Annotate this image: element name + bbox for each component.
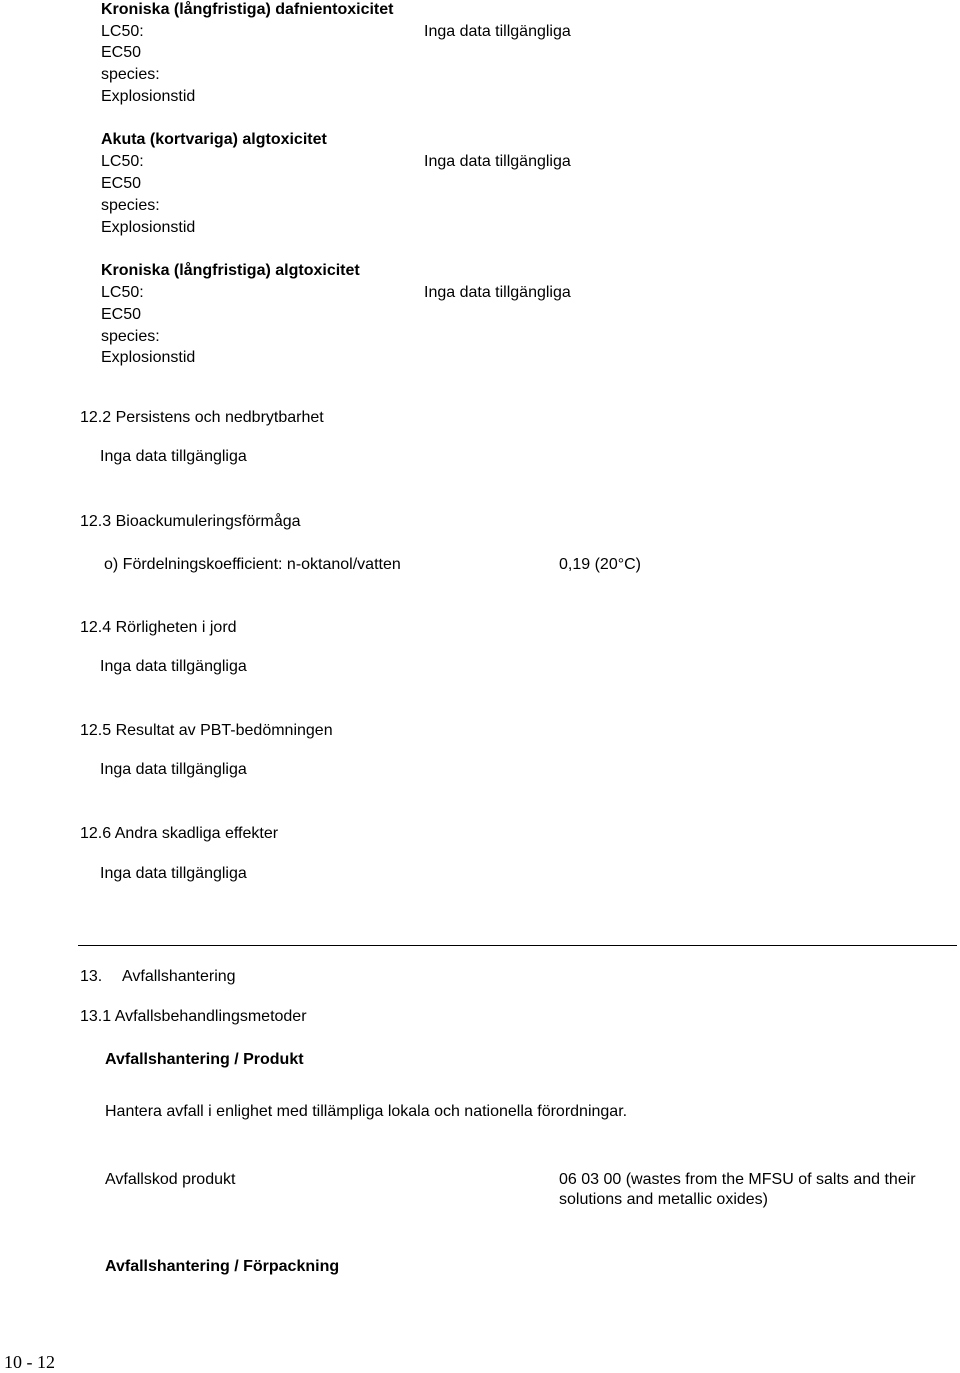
tox-explosion-label: Explosionstid [101, 349, 196, 366]
tox-ec50-label: EC50 [101, 175, 142, 192]
section-13-title: Avfallshantering [122, 968, 236, 985]
tox-block-title: Kroniska (långfristiga) dafnientoxicitet [101, 1, 394, 18]
section-value-12-6: Inga data tillgängliga [100, 865, 247, 882]
page-number: 10 - 12 [4, 1352, 55, 1372]
waste-code-label: Avfallskod produkt [105, 1171, 236, 1188]
tox-value: Inga data tillgängliga [424, 153, 571, 170]
section-heading-13-1: 13.1 Avfallsbehandlingsmetoder [80, 1008, 307, 1025]
tox-species-label: species: [101, 66, 160, 83]
tox-species-label: species: [101, 197, 160, 214]
section-heading-12-6: 12.6 Andra skadliga effekter [80, 825, 279, 842]
tox-explosion-label: Explosionstid [101, 219, 196, 236]
section-13-number: 13. [80, 968, 103, 985]
tox-value: Inga data tillgängliga [424, 23, 571, 40]
tox-lc50-label: LC50: [101, 23, 144, 40]
tox-lc50-label: LC50: [101, 284, 144, 301]
tox-species-label: species: [101, 328, 160, 345]
tox-ec50-label: EC50 [101, 306, 142, 323]
tox-block-title: Akuta (kortvariga) algtoxicitet [101, 131, 327, 148]
partition-coefficient-value: 0,19 (20°C) [559, 556, 641, 573]
section-divider [78, 945, 957, 946]
tox-block-title: Kroniska (långfristiga) algtoxicitet [101, 262, 360, 279]
tox-ec50-label: EC50 [101, 44, 142, 61]
section-value-12-4: Inga data tillgängliga [100, 658, 247, 675]
section-heading-12-5: 12.5 Resultat av PBT-bedömningen [80, 722, 333, 739]
section-heading-12-4: 12.4 Rörligheten i jord [80, 619, 237, 636]
waste-code-value-line2: solutions and metallic oxides) [559, 1191, 768, 1208]
waste-code-value-line1: 06 03 00 (wastes from the MFSU of salts and their [559, 1171, 916, 1188]
tox-explosion-label: Explosionstid [101, 88, 196, 105]
section-value-12-5: Inga data tillgängliga [100, 761, 247, 778]
partition-coefficient-label: o) Fördelningskoefficient: n-oktanol/vatten [104, 556, 401, 573]
tox-value: Inga data tillgängliga [424, 284, 571, 301]
waste-packaging-heading: Avfallshantering / Förpackning [105, 1258, 340, 1275]
section-heading-12-2: 12.2 Persistens och nedbrytbarhet [80, 409, 324, 426]
waste-product-text: Hantera avfall i enlighet med tillämpliga lokala och nationella förordningar. [105, 1103, 628, 1120]
section-heading-12-3: 12.3 Bioackumuleringsförmåga [80, 513, 301, 530]
section-value-12-2: Inga data tillgängliga [100, 448, 247, 465]
tox-lc50-label: LC50: [101, 153, 144, 170]
waste-product-heading: Avfallshantering / Produkt [105, 1051, 304, 1068]
